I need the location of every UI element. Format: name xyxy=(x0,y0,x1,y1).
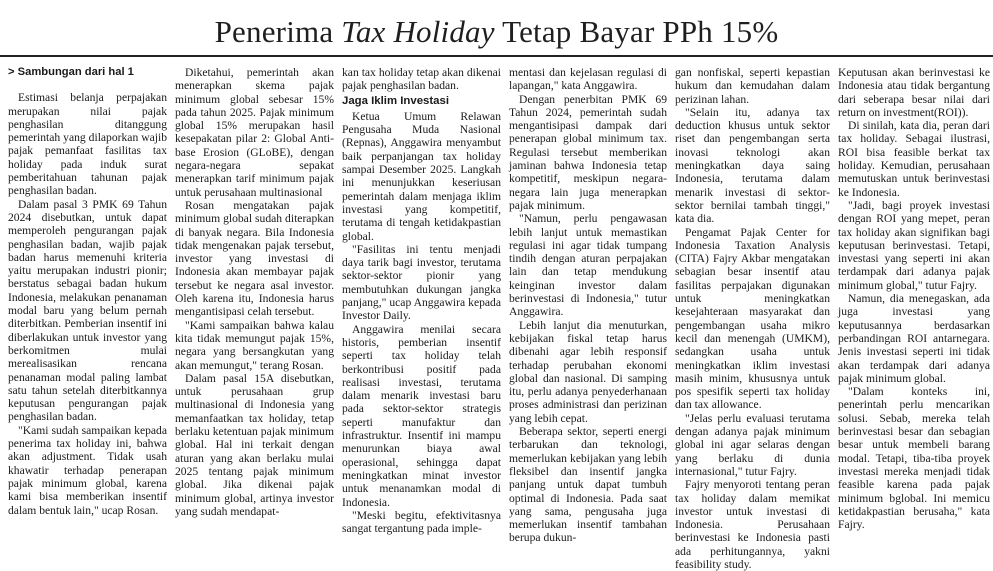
paragraph: "Selain itu, adanya tax deduction khusus untuk sektor riset dan pengembangan serta inovasi teknologi akan meningkatkan daya saing Indonesia, terutama dalam menarik investasi di sektor-sektor bernilai tambah tinggi," kata dia. xyxy=(675,105,830,226)
headline-italic: Tax Holiday xyxy=(341,14,495,49)
paragraph: Dalam pasal 3 PMK 69 Tahun 2024 disebutkan, untuk dapat memperoleh pengurangan pajak penghasilan badan, wajib pajak badan harus memenuhi kriteria yaitu merupakan industri pionir; berstatus sebagai badan hukum Indonesia, melakukan penanaman modal baru yang belum pernah diterbitkan. Pemberian insentif ini diberlakukan untuk investor yang berkomitmen mulai merealisasikan rencana penanaman modal paling lambat satu tahun setelah diterbitkannya keputusan pengurangan pajak penghasilan badan. xyxy=(8,197,167,424)
column-1 xyxy=(8,66,167,517)
paragraph: Fajry menyoroti tentang peran tax holiday dalam memikat investor untuk investasi di Indonesia. Perusahaan berinvestasi ke Indonesia pasti ada perhitungannya, yakni feasibility study. xyxy=(675,478,830,571)
paragraph: "Jadi, bagi proyek investasi dengan ROI yang mepet, peran tax holiday akan signifikan bagi keputusan berinvestasi. Tetapi, investasi yang seperti ini akan terdampak dari adanya pajak minimum global," tutur Fajry. xyxy=(838,198,990,292)
paragraph: gan nonfiskal, seperti kepastian hukum dan kemudahan dalam perizinan lahan. xyxy=(675,66,830,106)
paragraph: "Meski begitu, efektivitasnya sangat tergantung pada imple- xyxy=(342,508,501,536)
column-4 xyxy=(509,66,667,545)
column-6 xyxy=(838,66,990,532)
paragraph: Lebih lanjut dia menuturkan, kebijakan fiskal tetap harus dibenahi agar lebih responsif terhadap perubahan ekonomi global dan nasional. Di samping itu, perlu adanya penyederhanaan proses administrasi dan perizinan yang lebih cepat. xyxy=(509,318,667,425)
paragraph: kan tax holiday tetap akan dikenai pajak penghasilan badan. xyxy=(342,66,501,93)
continuation-kicker: > Sambungan dari hal 1 xyxy=(8,66,134,78)
headline xyxy=(0,14,993,50)
paragraph: Anggawira menilai secara historis, pemberian insentif seperti tax holiday telah berkontribusi positif pada realisasi investasi, terutama dalam menarik investasi baru pada sektor-sektor strategis seperti manufaktur dan infrastruktur. Insentif ini mampu menurunkan biaya awal operasional, sehingga dapat meningkatkan minat investor untuk menanamkan modal di Indonesia. xyxy=(342,322,501,509)
headline-prefix: Penerima xyxy=(214,14,342,49)
paragraph: "Jelas perlu evaluasi terutama dengan adanya pajak minimum global ini agar selaras dengan yang berlaku di dunia internasional," tutur Fajry. xyxy=(675,411,830,478)
headline-suffix: Tetap Bayar PPh 15% xyxy=(494,14,779,49)
paragraph: Dengan penerbitan PMK 69 Tahun 2024, pemerintah sudah mengantisipasi dampak dari penerapan global minimum tax. Regulasi tersebut memberikan jaminan bahwa Indonesia tetap kompetitif, meskipun negara-negara lain juga menerapkan pajak minimum. xyxy=(509,92,667,212)
paragraph: "Dalam konteks ini, penerintah perlu mencarikan solusi. Sebab, mereka telah berinvestasi besar dan sebagian besar untuk membeli barang modal. Tetapi, tiba-tiba proyek investasi mereka menjadi tidak feasible karena pada pajak minimum bglobal. Ini memicu ketidakpastian berusaha," kata Fajry. xyxy=(838,385,990,532)
paragraph: Pengamat Pajak Center for Indonesia Taxation Analysis (CITA) Fajry Akbar mengatakan sebagian besar insentif atau fasilitas perpajakan digunakan untuk meningkatkan kesejahteraan masyarakat dan pengembangan usaha mikro kecil dan menengah (UMKM), sedangkan usaha untuk meningkatkan iklim investasi masih minim, khususnya untuk pos spesifik seperti tax holiday dan tax allowance. xyxy=(675,225,830,412)
paragraph: Beberapa sektor, seperti energi terbarukan dan teknologi, memerlukan kebijakan yang lebih fleksibel dan insentif jangka panjang untuk dapat tumbuh optimal di Indonesia. Pada saat yang sama, pengusaha juga memerlukan insentif tambahan berupa dukun- xyxy=(509,425,667,545)
paragraph: "Fasilitas ini tentu menjadi daya tarik bagi investor, terutama sektor-sektor pionir yang membutuhkan dukungan jangka panjang," ucap Anggawira kepada Investor Daily. xyxy=(342,242,501,323)
paragraph: Estimasi belanja perpajakan merupakan nilai pajak penghasilan ditanggung pemerintah yang dilaporkan wajib pajak pemanfaat fasilitas tax holiday pada induk surat pemberitahuan tahunan pajak penghasilan badan. xyxy=(8,91,167,198)
paragraph: "Namun, perlu pengawasan lebih lanjut untuk memastikan regulasi ini agar tidak tumpang tindih dengan aturan perpajakan lain dan tetap mendukung keinginan investor dalam berinvestasi di Indonesia," tutur Anggawira. xyxy=(509,212,667,319)
column-5 xyxy=(675,66,830,571)
paragraph: Namun, dia menegaskan, ada juga investasi yang keputusannya berdasarkan perbandingan ROI antarnegara. Jenis investasi seperti ini tidak akan terdampak dari adanya pajak minimum global. xyxy=(838,292,990,385)
paragraph: mentasi dan kejelasan regulasi di lapangan," kata Anggawira. xyxy=(509,66,667,93)
subheading: Jaga Iklim Investasi xyxy=(342,94,450,107)
paragraph: Dalam pasal 15A disebutkan, untuk perusahaan grup multinasional di Indonesia yang memanfaatkan tax holiday, tetap berlaku ketentuan pajak minimum global. Hal ini terkait dengan aturan yang akan berlaku mulai 2025 tentang pajak minimum global. Jika dikenai pajak minimum global, artinya investor yang sudah mendapat- xyxy=(175,371,334,518)
paragraph: "Kami sudah sampaikan kepada penerima tax holiday ini, bahwa akan adjustment. Tidak usah khawatir terhadap penerapan pajak minimum global, karena kami bisa memberikan insentif dalam bentuk lain," ucap Rosan. xyxy=(8,423,167,517)
column-3 xyxy=(342,66,501,536)
paragraph: Keputusan akan berinvestasi ke Indonesia atau tidak bergantung dari seberapa besar nilai dari return on investment(ROI)). xyxy=(838,66,990,119)
column-2 xyxy=(175,66,334,518)
paragraph: "Kami sampaikan bahwa kalau kita tidak memungut pajak 15%, negara yang bersangkutan yang akan memungut," terang Rosan. xyxy=(175,318,334,372)
headline-divider xyxy=(0,55,993,57)
paragraph: Diketahui, pemerintah akan menerapkan skema pajak minimum global sebesar 15% pada tahun 2025. Pajak minimum global 15% merupakan hasil kesepakatan pilar 2: Global Anti-base Erosion (GLoBE), dengan negara-negara sepakat menerapkan tarif minimum pajak untuk perusahaan multinasional xyxy=(175,66,334,199)
paragraph: Di sinilah, kata dia, peran dari tax holiday. Sebagai ilustrasi, ROI bisa feasible berkat tax holiday. Kemudian, perusahaan memutuskan untuk berinvestasi ke Indonesia. xyxy=(838,119,990,199)
paragraph: Rosan mengatakan pajak minimum global sudah diterapkan di banyak negara. Bila Indonesia tidak mengenakan pajak tersebut, investor yang investasi di Indonesia akan membayar pajak tersebut ke negara asal investor. Oleh karena itu, Indonesia harus mengantisipasi celah tersebut. xyxy=(175,198,334,319)
paragraph: Ketua Umum Relawan Pengusaha Muda Nasional (Repnas), Anggawira menyambut baik perpanjangan tax holiday sampai Desember 2025. Langkah ini menunjukkan keseriusan pemerintah dalam menjaga iklim investasi yang kompetitif, terutama di tengah ketidakpastian global. xyxy=(342,109,501,243)
